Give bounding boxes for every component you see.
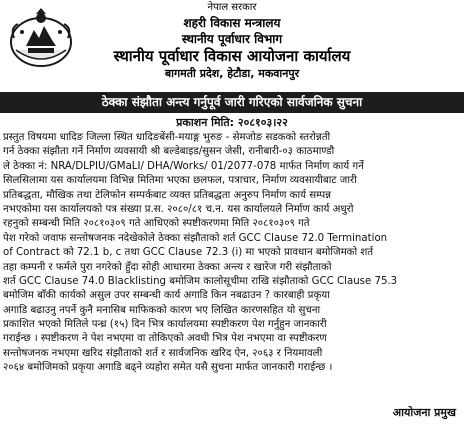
header-government: नेपाल सरकार [207, 2, 257, 13]
body-line: रहनुको सम्बन्धी मिति २०८१०३०९ गते आधिएको स्पष्टीकरणमा मिति २०८१०३०९ गते [3, 218, 310, 230]
body-line: गराईन्छ । स्पष्टीकरण ने पेश नभएमा वा तोकिएको अवधी भित्र पेश नभएमा वा स्पष्टीकरण [3, 333, 327, 345]
body-line: सन्तोषजनक नभएमा खरिद संझौताको शर्त र सार्वजनिक खरिद ऐन, २०६३ र नियमावली [3, 347, 323, 359]
notice-title: ठेक्का संझौता अन्त्य गर्नुपूर्व जारी गरिएको सार्वजनिक सुचना [0, 92, 464, 113]
body-line: प्रस्तुत विषयमा धादिङ जिल्ला स्थित धादिङबेंसी-मयाङ्ग भुरुङ - सेमजोङ सडकको स्तरोन्नती [3, 132, 331, 143]
nepal-emblem-icon [8, 6, 74, 68]
header [80, 2, 384, 79]
body-line: शर्त GCC Clause 74.0 Blacklisting बमोजिम कालोसूचीमा राखि संझौताको GCC Clause 75.3 [3, 275, 398, 287]
body-line: पेश गरेको जवाफ सन्तोषजनक नदेखेकोले ठेक्का संझौताको शर्त GCC Clause 72.0 Termination [3, 232, 388, 244]
header-address: बागमती प्रदेश, हेटौडा, मकवानपुर [164, 67, 300, 80]
notice-body [3, 131, 461, 376]
body-line: गर्न ठेक्का संझौता गर्ने निर्माण व्यवसायी श्री बल्डेबाइड/सुसन जेसी, रानीबारी-०३ काठमाण्डौ [3, 146, 335, 158]
body-line: नभएकोमा यस कार्यालयको पत्र संख्या प्र.स. २०८०/८१ च.न. यस कार्यालयले निर्माण कार्य अधुरो [3, 203, 354, 215]
body-line: प्रकाशित भएको मितिले पन्ध्र (१५) दिन भित्र कार्यालयमा स्पष्टीकरण पेश गर्नुहुन जानकारी [3, 319, 327, 331]
body-line: २०६४ बमोजिमको प्रकृया अगाडि बढ्ने व्यहोरा समेत यसै सुचना मार्फत जानकारी गराईन्छ । [3, 362, 333, 374]
body-line: तहा कम्पनी र फर्मले पुरा नगरेको हुँदा सोही आधारमा ठेक्का अन्त्य र खारेज गरी संझौताको [3, 261, 332, 273]
signature-title: आयोजना प्रमुख [392, 406, 456, 419]
header-office: स्थानीय पूर्वाधार विकास आयोजना कार्यालय [113, 47, 351, 65]
body-line: अगाडि बढाउनु नपर्ने कुनै मनासिब माफिकको कारण भए लिखित कारणसहित यो सुचना [3, 304, 321, 316]
header-ministry: शहरी विकास मन्त्रालय [183, 16, 281, 30]
body-line: सिलसिलामा यस कार्यालयमा विभिन्न मितिमा भएका छलफल, पत्राचार, निर्माण व्यवसायीबाट जारी [3, 175, 357, 187]
publication-date: प्रकाशन मिति: २०८१०३।२२ [176, 116, 288, 129]
body-line: प्रतिबद्धता, मौखिक तथा टेलिफोन सम्पर्कबाट व्यक्त प्रतिबद्धता अनुरुप निर्माण कार्य सम्पन्न [3, 189, 332, 201]
body-line: बमोजिम बाँकी कार्यको असुल उपर सम्बन्धी कार्य अगाडि किन नबढाउन ? कारबाही प्रकृया [3, 290, 330, 302]
header-department: स्थानीय पूर्वाधार विभाग [181, 32, 283, 46]
body-line: of Contract को 72.1 b, c तथा GCC Clause 72.3 (i) मा भएको प्रावधान बमोजिमको शर्त [3, 247, 374, 259]
body-line: ले ठेक्का नं: NRA/DLPIU/GMaLI/ DHA/Works/ 01/2077-078 मार्फत निर्माण कार्य गर्ने [3, 160, 364, 172]
